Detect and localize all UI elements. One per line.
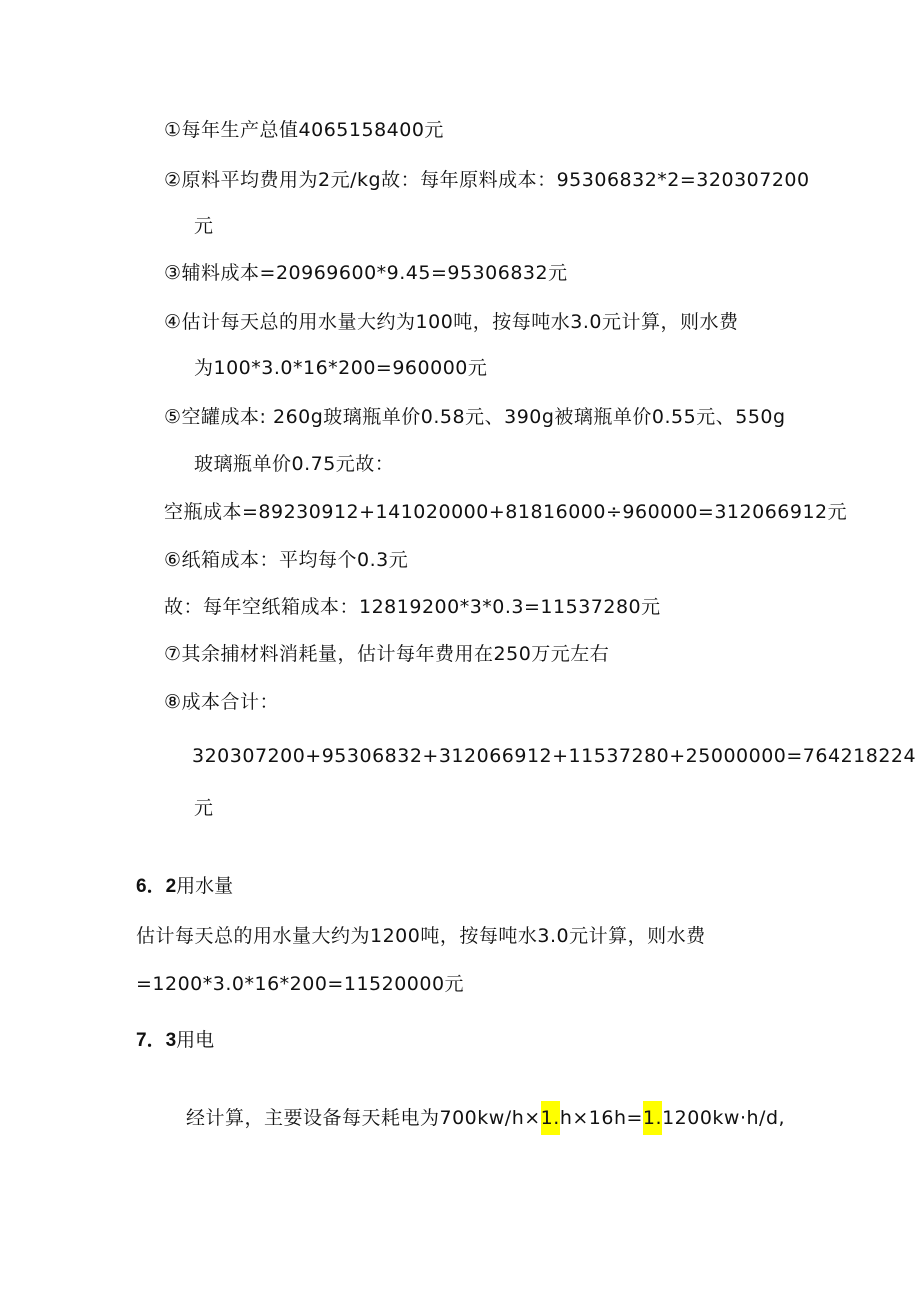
item-7-other-materials: ⑦其余捕材料消耗量，估计每年费用在250万元左右 (164, 643, 610, 665)
item-2-raw-material-line2: 元 (194, 215, 214, 237)
item-2-raw-material-line1: ②原料平均费用为2元/kg故：每年原料成本：95306832*2=320307200 (164, 169, 810, 191)
highlighted-text: 1. (643, 1101, 662, 1135)
power-usage-line (186, 1104, 785, 1132)
item-8-cost-total-label: ⑧成本合计： (164, 691, 280, 713)
section-number: 7．3 (136, 1030, 177, 1051)
highlighted-text: 1. (541, 1101, 560, 1135)
water-usage-line2: =1200*3.0*16*200=11520000元 (136, 973, 465, 995)
water-usage-line1: 估计每天总的用水量大约为1200吨，按每吨水3.0元计算，则水费 (136, 925, 706, 947)
item-6-carton-line1: ⑥纸箱成本：平均每个0.3元 (164, 549, 409, 571)
item-1-total-output: ①每年生产总值4065158400元 (164, 119, 444, 141)
section-heading-water (136, 872, 233, 901)
power-text-part: h×16h= (559, 1107, 643, 1129)
item-8-cost-total-unit: 元 (194, 797, 214, 819)
item-6-carton-line2: 故：每年空纸箱成本：12819200*3*0.3=11537280元 (164, 596, 661, 618)
item-5-empty-bottle-total: 空瓶成本=89230912+141020000+81816000÷960000=312066912元 (164, 501, 848, 523)
section-title: 用电 (176, 1029, 215, 1051)
item-3-auxiliary-material: ③辅料成本=20969600*9.45=95306832元 (164, 262, 568, 284)
power-text-part: 1200kw·h/d, (662, 1107, 786, 1129)
power-text-part: 经计算，主要设备每天耗电为700kw/h× (186, 1107, 541, 1129)
item-5-empty-jar-line2: 玻璃瓶单价0.75元故： (194, 453, 395, 475)
item-4-water-cost-line2: 为100*3.0*16*200=960000元 (194, 357, 488, 379)
item-8-cost-total-formula: 320307200+95306832+312066912+11537280+25000000=764218224 (192, 745, 917, 767)
section-title: 用水量 (176, 875, 234, 897)
section-heading-power (136, 1026, 214, 1055)
item-5-empty-jar-line1: ⑤空罐成本: 260g玻璃瓶单价0.58元、390g被璃瓶单价0.55元、550g (164, 406, 786, 428)
item-4-water-cost-line1: ④估计每天总的用水量大约为100吨，按每吨水3.0元计算，则水费 (164, 311, 739, 333)
section-number: 6．2 (136, 876, 177, 897)
